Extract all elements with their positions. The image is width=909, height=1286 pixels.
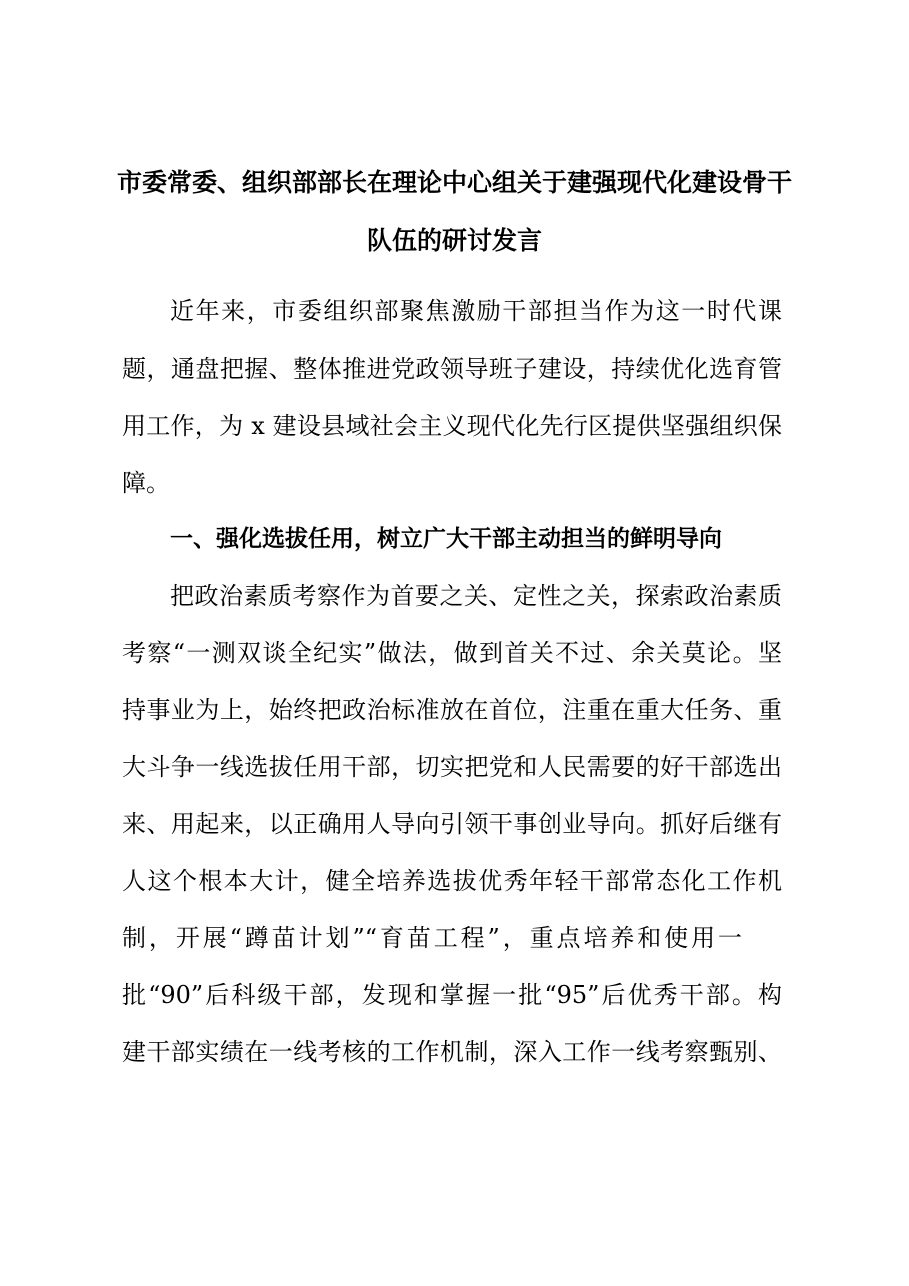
- section-heading: 一、强化选拔任用，树立广大干部主动担当的鲜明导向: [170, 526, 722, 552]
- section-paragraph-line: 批“90”后科级干部，发现和掌握一批“95”后优秀干部。构: [122, 981, 782, 1009]
- section-paragraph-line: 考察“一测双谈全纪实”做法，做到首关不过、余关莫论。坚: [122, 639, 782, 667]
- section-paragraph-line: 建干部实绩在一线考核的工作机制，深入工作一线考察甄别、: [122, 1038, 782, 1066]
- document-title-line-1: 市委常委、组织部部长在理论中心组关于建强现代化建设骨干: [116, 168, 792, 197]
- document-title-line-2: 队伍的研讨发言: [366, 226, 542, 255]
- intro-paragraph-line: 题，通盘把握、整体推进党政领导班子建设，持续优化选育管: [122, 355, 782, 383]
- intro-paragraph-line: 障。: [122, 469, 170, 497]
- intro-paragraph-line: 用工作，为 x 建设县域社会主义现代化先行区提供坚强组织保: [122, 412, 782, 440]
- section-paragraph-line: 大斗争一线选拔任用干部，切实把党和人民需要的好干部选出: [122, 753, 782, 781]
- section-paragraph-line: 制，开展“蹲苗计划”“育苗工程”，重点培养和使用一: [122, 924, 742, 952]
- section-paragraph-line: 人这个根本大计，健全培养选拔优秀年轻干部常态化工作机: [122, 867, 782, 895]
- section-paragraph-line: 持事业为上，始终把政治标准放在首位，注重在重大任务、重: [122, 696, 782, 724]
- intro-paragraph-line: 近年来，市委组织部聚焦激励干部担当作为这一时代课: [170, 297, 782, 325]
- section-paragraph-line: 把政治素质考察作为首要之关、定性之关，探索政治素质: [170, 582, 782, 610]
- section-paragraph-line: 来、用起来，以正确用人导向引领干事创业导向。抓好后继有: [122, 810, 782, 838]
